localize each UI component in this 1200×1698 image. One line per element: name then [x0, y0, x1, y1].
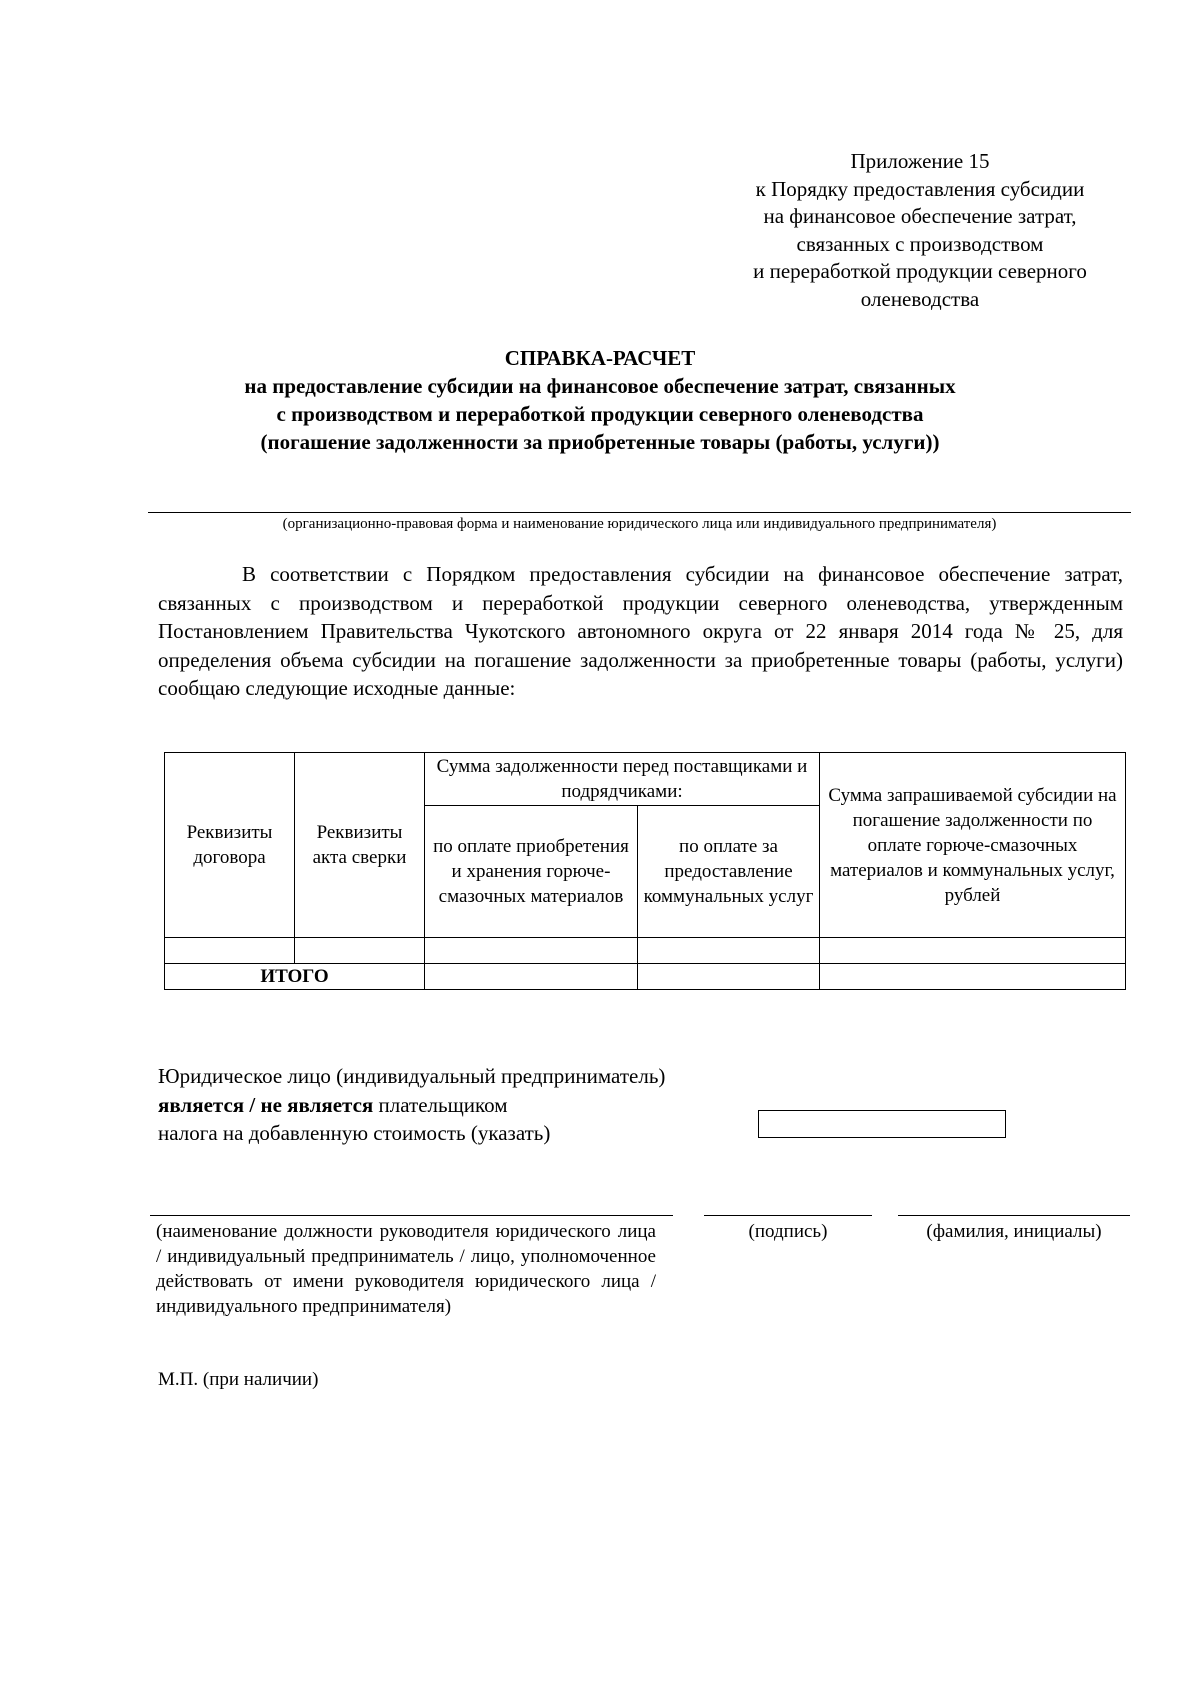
total-debt-utilities[interactable] [638, 964, 820, 990]
name-line[interactable] [898, 1215, 1130, 1216]
appendix-line: и переработкой продукции северного [753, 259, 1087, 283]
org-name-line[interactable] [148, 512, 1131, 513]
vat-line-3: налога на добавленную стоимость (указать) [158, 1121, 551, 1145]
title-line: на предоставление субсидии на финансовое обеспечение затрат, связанных [244, 374, 956, 398]
table-header-row [165, 753, 1126, 806]
total-debt-fuel[interactable] [425, 964, 638, 990]
cell-contract[interactable] [165, 938, 295, 964]
header-reconciliation-act: Реквизиты акта сверки [295, 753, 425, 938]
header-debt-fuel: по оплате приобретения и хранения горюче-смазочных материалов [425, 806, 638, 938]
title-line: с производством и переработкой продукции северного оленеводства [276, 402, 924, 426]
total-requested[interactable] [820, 964, 1126, 990]
org-name-caption: (организационно-правовая форма и наименование юридического лица или индивидуального предпринимателя) [282, 516, 997, 532]
document-title [150, 344, 1050, 456]
signature-line[interactable] [704, 1215, 872, 1216]
cell-act[interactable] [295, 938, 425, 964]
cell-debt-fuel[interactable] [425, 938, 638, 964]
position-caption: (наименование должности руководителя юридического лица / индивидуальный предприниматель / лицо, уполномоченное действовать от имени руководителя юридического лица / индивидуального предпринимателя) [156, 1221, 656, 1317]
stamp-note: М.П. (при наличии) [158, 1369, 319, 1390]
header-requested-subsidy: Сумма запрашиваемой субсидии на погашение задолженности по оплате горюче-смазочных материалов и коммунальных услуг, рублей [820, 753, 1126, 938]
paragraph-text: В соответствии с Порядком предоставления субсидии на финансовое обеспечение затрат, связанных с производством и переработкой продукции северного оленеводства, утвержденным Постановлением Правительства Чукотского автономного округа от 22 января 2014 года № 25, для определения объема субсидии на погашение задолженности за приобретенные товары (работы, услуги) сообщаю следующие исходные данные: [158, 562, 1123, 700]
appendix-line: к Порядку предоставления субсидии [755, 176, 1085, 201]
cell-requested[interactable] [820, 938, 1126, 964]
appendix-line: оленеводства [860, 286, 980, 311]
table-total-row [165, 964, 1126, 990]
appendix-line: Приложение 15 [850, 149, 990, 173]
table-row [165, 938, 1126, 964]
vat-line-1: Юридическое лицо (индивидуальный предприниматель) [158, 1064, 666, 1088]
vat-choice: является / не является [158, 1092, 374, 1117]
vat-answer-field[interactable] [758, 1110, 1006, 1138]
vat-line-2 [158, 1091, 798, 1120]
header-debt-utilities: по оплате за предоставление коммунальных услуг [638, 806, 820, 938]
appendix-line: на финансовое обеспечение затрат, [763, 204, 1077, 228]
title-line: (погашение задолженности за приобретенные товары (работы, услуги)) [260, 430, 940, 454]
cell-debt-utilities[interactable] [638, 938, 820, 964]
header-contract-details: Реквизиты договора [165, 753, 295, 938]
signature-caption: (подпись) [748, 1221, 828, 1242]
vat-line-2-rest: плательщиком [373, 1092, 508, 1117]
intro-paragraph [158, 560, 1123, 703]
total-label: ИТОГО [165, 964, 425, 990]
appendix-header [700, 148, 1140, 313]
appendix-line: связанных с производством [796, 231, 1044, 256]
title-heading: СПРАВКА-РАСЧЕТ [504, 346, 696, 370]
position-line[interactable] [150, 1215, 673, 1216]
header-debt-group: Сумма задолженности перед поставщиками и подрядчиками: [425, 753, 820, 806]
vat-status-block [158, 1062, 798, 1148]
name-caption: (фамилия, инициалы) [926, 1221, 1102, 1242]
calculation-table [164, 752, 1126, 990]
